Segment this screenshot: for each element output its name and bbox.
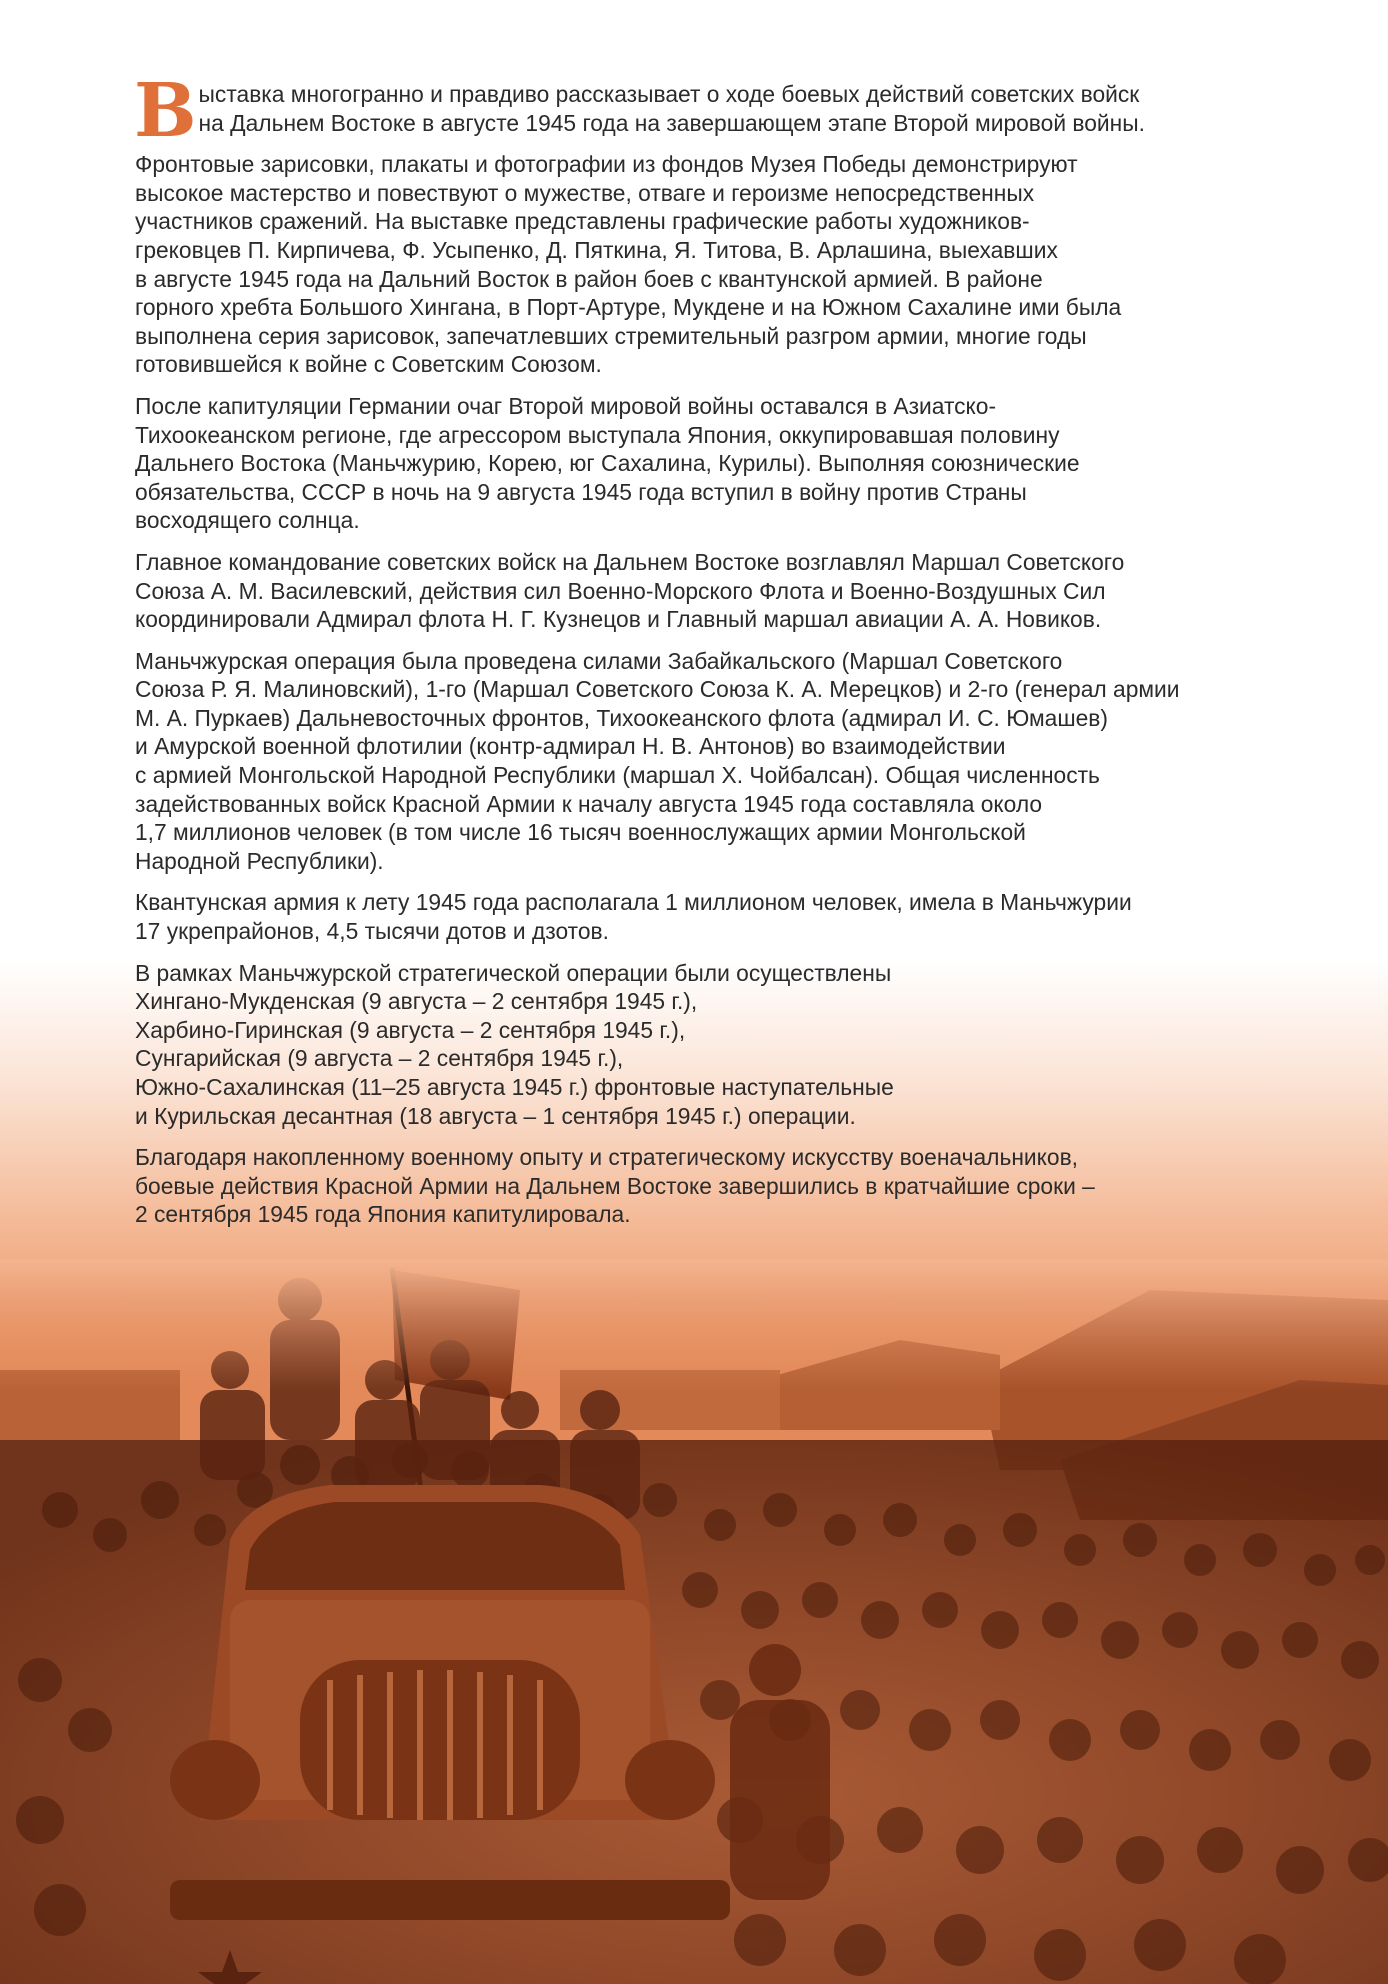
paragraph-intro (134, 68, 1265, 154)
crowd-truck-photo-icon (0, 1260, 1388, 1984)
historical-photo (0, 1260, 1388, 1984)
paragraph: Квантунская армия к лету 1945 года располагала 1 миллионом человек, имела в Маньчжурии 17 укрепрайонов, 4,5 тысячи дотов и дзотов. (135, 889, 1132, 945)
paragraph: Фронтовые зарисовки, плакаты и фотографии из фондов Музея Победы демонстрируют высокое мастерство и повествуют о мужестве, отваге и героизме непосредственных участников сражений. На выставке представлены графические работы художников- грековцев П. Кирпичева, Ф. Усыпенко, Д. Пяткина, Я. Титова, В. Арлашина, выехавших в августе 1945 года на Дальний Восток в район боев с квантунской армией. В районе горного хребта Большого Хингана, в Порт-Артуре, Мукдене и на Южном Сахалине ими была выполнена серия зарисовок, запечатлевших стремительный разгром армии, многие годы готовившейся к войне с Советским Союзом. (135, 151, 1122, 378)
paragraph: Благодаря накопленному военному опыту и стратегическому искусству военачальников, боевые действия Красной Армии на Дальнем Востоке завершились в кратчайшие сроки – 2 сентября 1945 года Япония капитулировала. (135, 1144, 1095, 1228)
paragraph: В рамках Маньчжурской стратегической операции были осуществлены Хингано-Мукденская (9 августа – 2 сентября 1945 г.), Харбино-Гиринская (9 августа – 2 сентября 1945 г.), Сунгарийская (9 августа – 2 сентября 1945 г.), Южно-Сахалинская (11–25 августа 1945 г.) фронтовые наступательные и Курильская десантная (18 августа – 1 сентября 1945 г.) операции. (135, 959, 894, 1129)
paragraph: Маньчжурская операция была проведена силами Забайкальского (Маршал Советского Союза Р. Я. Малиновский), 1-го (Маршал Советского Союза К. А. Мерецков) и 2-го (генерал армии М. А. Пуркаев) Дальневосточных фронтов, Тихоокеанского флота (адмирал И. С. Юмашев) и Амурской военной флотилии (контр-адмирал Н. В. Антонов) во взаимодействии с армией Монгольской Народной Республики (маршал Х. Чойбалсан). Общая численность задействованных войск Красной Армии к началу августа 1945 года составляла около 1,7 миллионов человек (в том числе 16 тысяч военнослужащих армии Монгольской Народной Республики). (135, 647, 1180, 874)
paragraph-intro-text: ыставка многогранно и правдиво рассказывает о ходе боевых действий советских войск на Дальнем Востоке в августе 1945 года на завершающем этапе Второй мировой войны. (198, 81, 1145, 136)
paragraph: Главное командование советских войск на Дальнем Востоке возглавлял Маршал Советского Союза А. М. Василевский, действия сил Военно-Морского Флота и Военно-Воздушных Сил координировали Адмирал флота Н. Г. Кузнецов и Главный маршал авиации А. А. Новиков. (135, 548, 1125, 633)
paragraph: После капитуляции Германии очаг Второй мировой войны оставался в Азиатско- Тихоокеанском регионе, где агрессором выступала Япония, оккупировавшая половину Дальнего Востока (Маньчжурию, Корею, юг Сахалина, Курилы). Выполняя союзнические обязательства, СССР в ночь на 9 августа 1945 года вступил в войну против Страны восходящего солнца. (135, 392, 1080, 534)
article-text (134, 68, 1265, 1242)
drop-cap: В (134, 68, 197, 154)
